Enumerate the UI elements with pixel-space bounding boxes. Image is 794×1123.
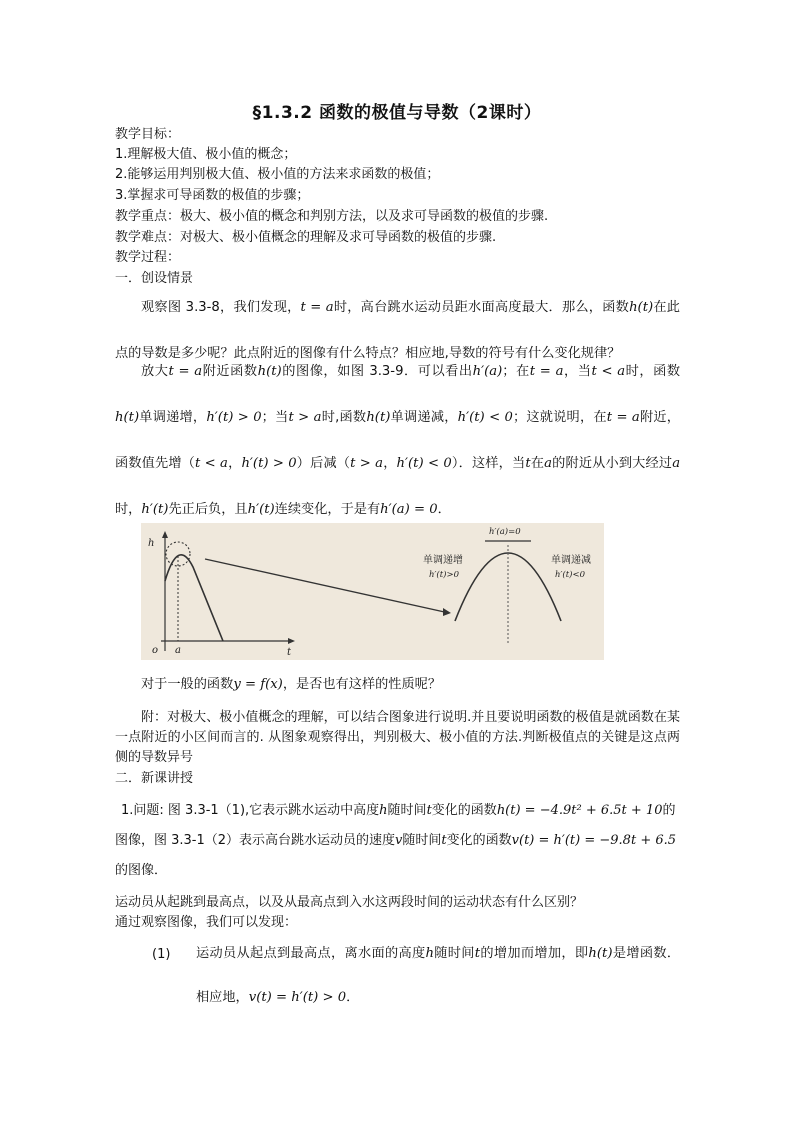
increasing-derivative-label: h′(t)>0 xyxy=(429,570,459,580)
increasing-label: 单调递增 xyxy=(423,555,463,566)
zoom-connector-line xyxy=(205,559,449,613)
section1-paragraph-2: 放大t = a附近函数h(t)的图像，如图 3.3-9．可以看出h′(a)；在t = a，当t < a时，函数h(t)单调递增，h′(t) > 0；当t > a时,函数h(t)单调递减，h′(t) < 0；这就说明，在t = a附近，函数值先增（t < a，h′(t) > 0）后减（t > a，h′(t) < 0）．这样，当t在a的附近从小到大经过a时，h′(t)先正后负，且h′(t)连续变化，于是有h′(a) = 0． xyxy=(115,364,681,517)
left-axis-t-label: t xyxy=(287,647,292,658)
section2-line-3: 通过观察图像，我们可以发现： xyxy=(115,915,298,930)
key-point: 教学重点：极大、极小值的概念和判别方法，以及求可导函数的极值的步骤. xyxy=(115,209,549,224)
top-derivative-label: h′(a)=0 xyxy=(489,527,521,537)
page-title: §1.3.2 函数的极值与导数（2课时） xyxy=(252,103,542,123)
objective-item-1: 1.理解极大值、极小值的概念； xyxy=(115,147,297,162)
difficult-point: 教学难点：对极大、极小值概念的理解及求可导函数的极值的步骤. xyxy=(115,230,497,245)
list-item-number: (1) xyxy=(152,947,171,962)
note-paragraph: 附：对极大、极小值概念的理解，可以结合图象进行说明.并且要说明函数的极值是就函数在某一点附近的小区间而言的. 从图象观察得出，判别极大、极小值的方法.判断极值点的关键是这点两侧的导数异号 xyxy=(115,710,680,765)
section2-question-1: 1.问题: 图 3.3-1（1),它表示跳水运动中高度h随时间t变化的函数h(t) = −4.9t² + 6.5t + 10的图像，图 3.3-1（2）表示高台跳水运动员的速度v随时间t变化的函数v(t) = h′(t) = −9.8t + 6.5的图像． xyxy=(115,803,677,878)
left-a-label: a xyxy=(175,645,181,656)
section1-heading: 一．创设情景 xyxy=(115,271,194,286)
general-function-question: 对于一般的函数y = f(x)，是否也有这样的性质呢？ xyxy=(141,677,442,692)
objectives-heading: 教学目标： xyxy=(115,127,181,142)
left-origin-label: o xyxy=(152,645,159,656)
zoom-circle xyxy=(166,542,190,566)
decreasing-label: 单调递减 xyxy=(551,555,591,566)
left-height-curve xyxy=(165,555,223,641)
section2-line-2: 运动员从起跳到最高点，以及从最高点到入水这两段时间的运动状态有什么区别？ xyxy=(115,895,584,910)
objective-item-2: 2.能够运用判别极大值、极小值的方法来求函数的极值； xyxy=(115,167,440,182)
decreasing-derivative-label: h′(t)<0 xyxy=(555,570,585,580)
list-item-1: 运动员从起点到最高点，离水面的高度h随时间t的增加而增加，即h(t)是增函数．相应地，v(t) = h′(t) > 0． xyxy=(196,946,681,1005)
objective-item-3: 3.掌握求可导函数的极值的步骤； xyxy=(115,188,310,203)
figure-3-3-9 xyxy=(141,523,604,660)
process-heading: 教学过程： xyxy=(115,250,181,265)
section2-heading: 二．新课讲授 xyxy=(115,771,194,786)
section1-paragraph-1: 观察图 3.3-8，我们发现，t = a时，高台跳水运动员距水面高度最大．那么，函数h(t)在此点的导数是多少呢？此点附近的图像有什么特点？相应地,导数的符号有什么变化规律？ xyxy=(115,300,680,361)
left-axis-h-label: h xyxy=(148,538,155,549)
